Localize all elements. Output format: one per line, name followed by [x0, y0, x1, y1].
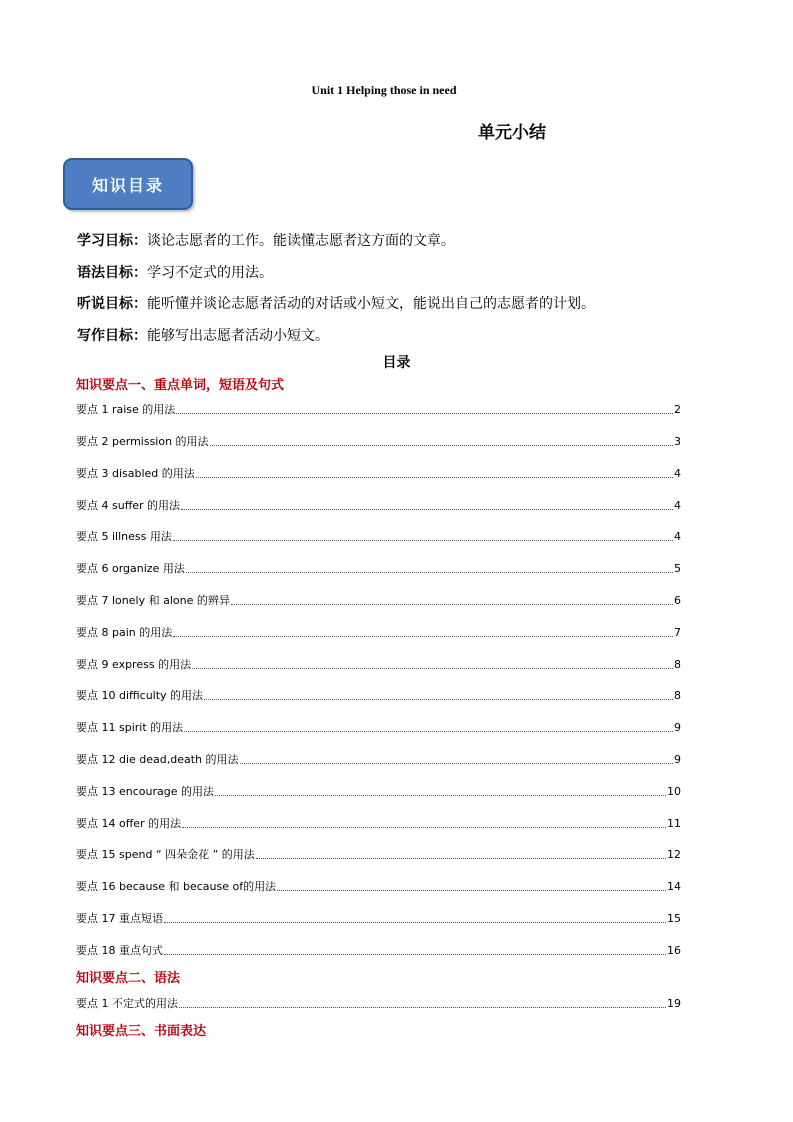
toc-entry-title: 要点 11 spirit 的用法: [76, 721, 184, 734]
toc-entry-page: 3: [674, 435, 681, 448]
toc-entry[interactable]: [76, 719, 681, 735]
leader-dots: [240, 762, 673, 764]
toc-entry-page: 19: [667, 997, 681, 1010]
leader-dots: [164, 921, 666, 923]
toc-entry[interactable]: [76, 846, 681, 862]
toc-entry[interactable]: [76, 433, 681, 449]
leader-dots: [176, 412, 673, 414]
toc-entry-page: 7: [674, 626, 681, 639]
goal-label: 语法目标：: [77, 264, 147, 281]
leader-dots: [256, 857, 666, 859]
toc-entry-title: 要点 6 organize 用法: [76, 562, 185, 575]
goal-listening-speaking: [77, 292, 717, 324]
toc-section-3[interactable]: 知识要点三、书面表达: [76, 1024, 207, 1039]
toc-entry-title: 要点 17 重点短语: [76, 912, 163, 925]
leader-dots: [179, 1006, 666, 1008]
unit-title: Unit 1 Helping those in need: [311, 83, 457, 97]
leader-dots: [210, 444, 673, 446]
leader-dots: [277, 889, 666, 891]
goal-label: 写作目标：: [77, 327, 147, 344]
toc-entry-title: 要点 16 because 和 because of的用法: [76, 880, 277, 893]
toc-entry-page: 8: [674, 689, 681, 702]
toc-heading: 目录: [382, 355, 411, 371]
leader-dots: [181, 508, 673, 510]
toc-entry[interactable]: [76, 497, 681, 513]
toc-entry[interactable]: [76, 656, 681, 672]
toc-entry-title: 要点 4 suffer 的用法: [76, 499, 181, 512]
toc-entry-title: 要点 13 encourage 的用法: [76, 785, 214, 798]
toc-entry-page: 9: [674, 753, 681, 766]
toc-entry-title: 要点 15 spend “ 四朵金花 ” 的用法: [76, 848, 255, 861]
toc-entry-title: 要点 8 pain 的用法: [76, 626, 173, 639]
toc-entry[interactable]: [76, 528, 681, 544]
toc-entry-title: 要点 9 express 的用法: [76, 658, 192, 671]
toc-entry-title: 要点 7 lonely 和 alone 的辨异: [76, 594, 230, 607]
toc-entry-page: 14: [667, 880, 681, 893]
toc-entry-page: 5: [674, 562, 681, 575]
toc-entry-title: 要点 2 permission 的用法: [76, 435, 209, 448]
goal-text: 学习不定式的用法。: [147, 264, 273, 281]
toc-entry[interactable]: [76, 942, 681, 958]
goal-writing: [77, 324, 717, 356]
goal-text: 能听懂并谈论志愿者活动的对话或小短文，能说出自己的志愿者的计划。: [147, 296, 595, 312]
toc-entry-title: 要点 18 重点句式: [76, 944, 163, 957]
leader-dots: [204, 698, 673, 700]
goal-text: 能够写出志愿者活动小短文。: [147, 327, 329, 344]
goal-learning: [77, 229, 717, 261]
toc-entry[interactable]: [76, 783, 681, 799]
leader-dots: [184, 730, 673, 732]
leader-dots: [173, 635, 673, 637]
toc-entry-title: 要点 14 offer 的用法: [76, 817, 182, 830]
leader-dots: [186, 571, 673, 573]
leader-dots: [196, 476, 673, 478]
toc-entry[interactable]: [76, 560, 681, 576]
toc-entry-title: 要点 1 不定式的用法: [76, 997, 178, 1010]
toc-entry[interactable]: [76, 401, 681, 417]
toc-entry[interactable]: [76, 751, 681, 767]
toc-entry-page: 8: [674, 658, 681, 671]
goal-label: 听说目标：: [77, 296, 147, 312]
summary-subtitle: 单元小结: [478, 123, 546, 143]
toc-entry-page: 11: [667, 817, 681, 830]
toc-entry[interactable]: [76, 995, 681, 1011]
toc-entry[interactable]: [76, 910, 681, 926]
leader-dots: [164, 953, 666, 955]
toc-entry-page: 9: [674, 721, 681, 734]
toc-entry[interactable]: [76, 624, 681, 640]
toc-entry-title: 要点 5 illness 用法: [76, 530, 172, 543]
goal-label: 学习目标：: [77, 233, 147, 249]
toc-entry-page: 4: [674, 530, 681, 543]
goal-text: 谈论志愿者的工作。能读懂志愿者这方面的文章。: [147, 233, 455, 249]
toc-entry-page: 16: [667, 944, 681, 957]
toc-entry-page: 15: [667, 912, 681, 925]
toc-section-1[interactable]: 知识要点一、重点单词，短语及句式: [76, 378, 285, 393]
leader-dots: [173, 539, 673, 541]
toc-entry[interactable]: [76, 878, 681, 894]
toc-entry[interactable]: [76, 592, 681, 608]
toc-entry[interactable]: [76, 815, 681, 831]
toc-entry-page: 10: [667, 785, 681, 798]
toc-entry-title: 要点 12 die dead,death 的用法: [76, 753, 239, 766]
toc-entry-page: 6: [674, 594, 681, 607]
toc-entry[interactable]: [76, 687, 681, 703]
learning-goals: [77, 229, 717, 355]
goal-grammar: [77, 261, 717, 293]
toc-entry-title: 要点 1 raise 的用法: [76, 403, 176, 416]
leader-dots: [192, 667, 673, 669]
toc-entry-page: 12: [667, 848, 681, 861]
knowledge-catalog-badge: 知识目录: [63, 158, 193, 210]
leader-dots: [231, 603, 673, 605]
toc-entry-title: 要点 10 difficulty 的用法: [76, 689, 204, 702]
toc-entry-page: 4: [674, 467, 681, 480]
toc-entry-title: 要点 3 disabled 的用法: [76, 467, 195, 480]
toc-entry[interactable]: [76, 465, 681, 481]
toc-section-2[interactable]: 知识要点二、语法: [76, 971, 181, 986]
leader-dots: [215, 794, 666, 796]
toc-entry-page: 4: [674, 499, 681, 512]
leader-dots: [182, 826, 666, 828]
toc-entry-page: 2: [674, 403, 681, 416]
